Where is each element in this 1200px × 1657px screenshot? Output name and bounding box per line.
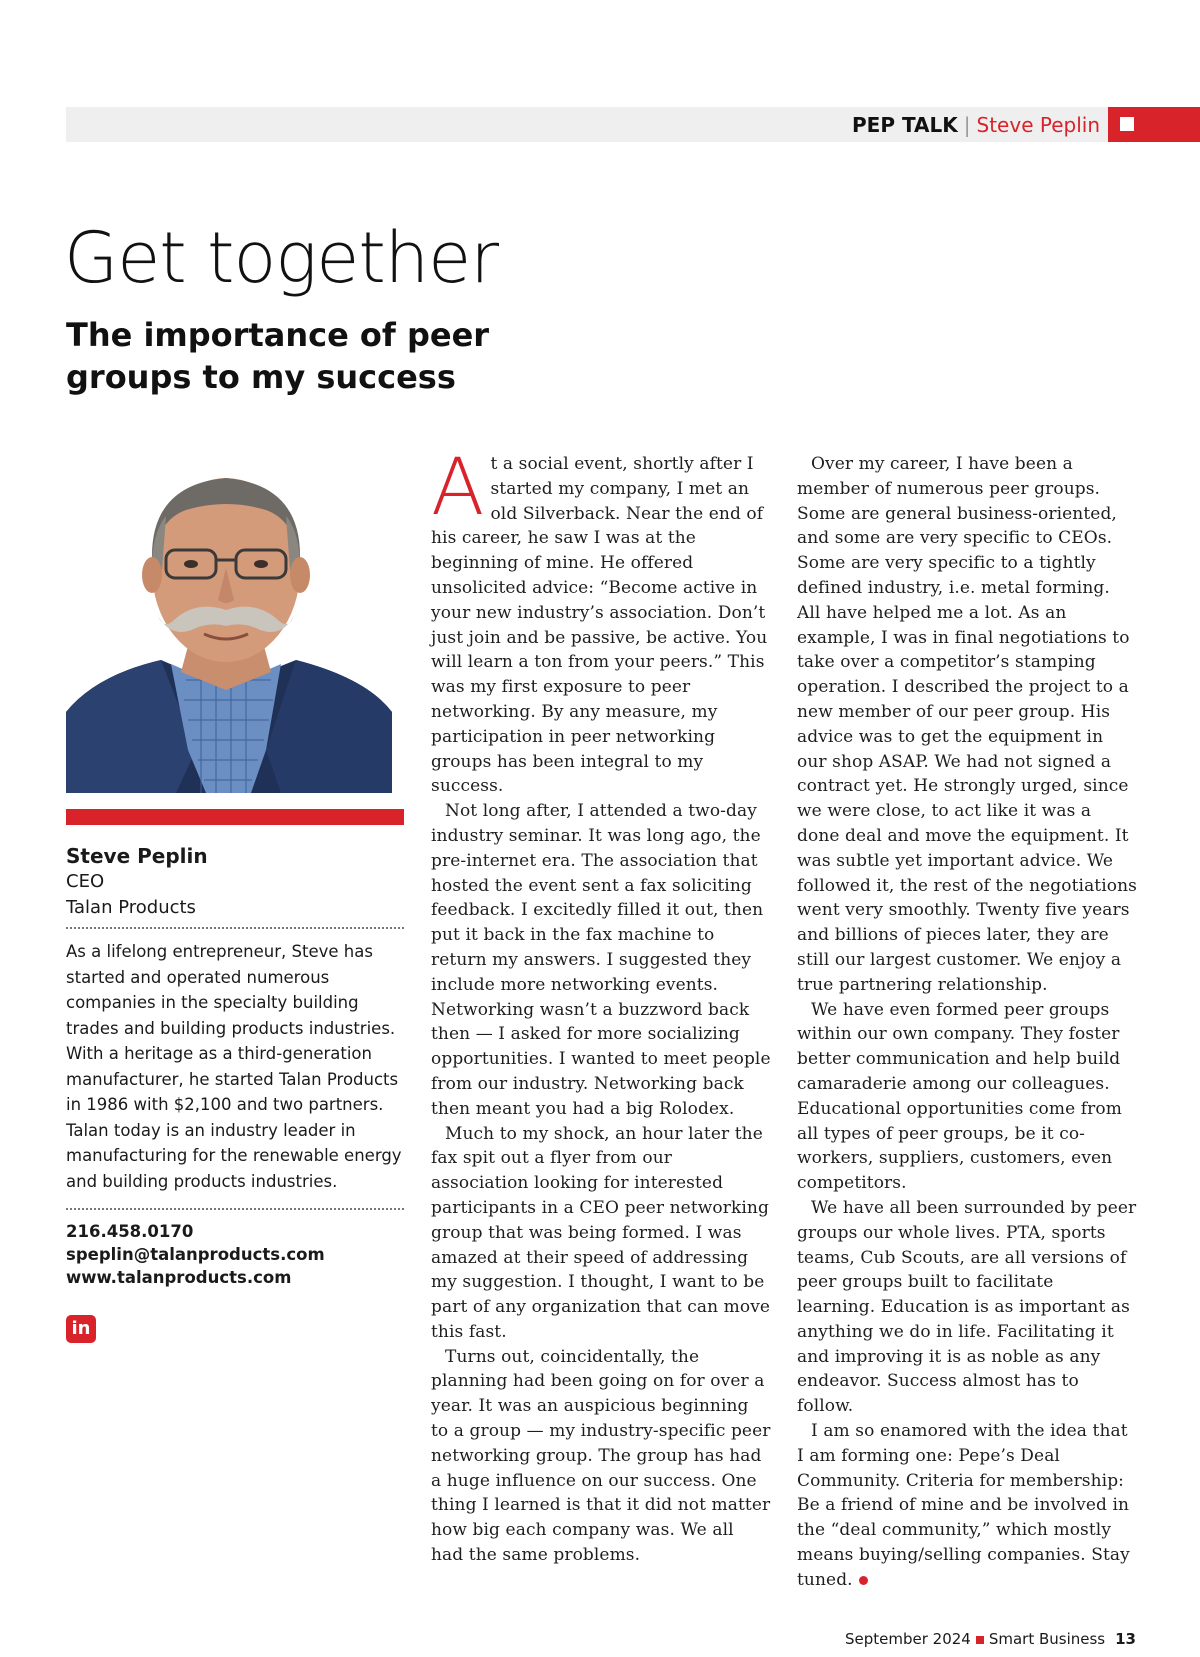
bio-divider-top (66, 927, 404, 929)
header-separator: | (963, 113, 971, 137)
footer-publication: Smart Business (988, 1630, 1106, 1648)
bio-red-rule (66, 809, 404, 825)
paragraph: Much to my shock, an hour later the fax spit out a flyer from our association looking for interested participants in a CEO peer networking group that was being formed. I was amazed at their speed of addressing my suggestion. I thought, I want to be part of any organization that can move this fast. (431, 1123, 771, 1342)
portrait-illustration (66, 450, 392, 793)
footer-date: September 2024 (844, 1630, 971, 1648)
section-label: PEP TALK (852, 113, 958, 137)
bio-phone: 216.458.0170 (66, 1222, 194, 1241)
paragraph-text: I am so enamored with the idea that I am forming one: Pepe’s Deal Community. Criteria for membership: Be a friend of mine and be involved in the “deal community,” which mostly means buying/selling companies. Stay tuned. (797, 1421, 1130, 1590)
article-title: Get together (64, 217, 499, 299)
paragraph (431, 443, 771, 799)
article-column-2 (797, 452, 1137, 1593)
bio-company: Talan Products (66, 897, 196, 918)
paragraph: Not long after, I attended a two-day industry seminar. It was long ago, the pre-internet era. The association that hosted the event sent a fax soliciting feedback. I excitedly filled it out, then put it back in the fax machine to return my answers. I suggested they include more networking events. Networking wasn’t a buzzword back then — I asked for more socializing opportunities. I wanted to meet people from our industry. Networking back then meant you had a big Rolodex. (431, 801, 771, 1119)
end-mark-icon (859, 1576, 868, 1585)
bio-website[interactable]: www.talanproducts.com (66, 1268, 292, 1287)
bio-email[interactable]: speplin@talanproducts.com (66, 1245, 325, 1264)
page-footer (845, 1629, 1136, 1649)
paragraph: We have even formed peer groups within our own company. They foster better communication and help build camaraderie among our colleagues. Educational opportunities come from all types of peer groups, be it co-workers, suppliers, customers, even competitors. (797, 999, 1122, 1194)
page-number: 13 (1115, 1630, 1136, 1648)
bio-role: CEO (66, 871, 105, 892)
paragraph: We have all been surrounded by peer groups our whole lives. PTA, sports teams, Cub Scouts, are all versions of peer groups built to facilitate learning. Education is as important as anything we do in life. Facilitating it and improving it is as noble as any endeavor. Success almost has to follow. (797, 1197, 1137, 1417)
paragraph (797, 1419, 1137, 1593)
bio-divider-bottom (66, 1208, 404, 1210)
linkedin-icon[interactable]: in (66, 1315, 96, 1343)
paragraph: Turns out, coincidentally, the planning had been going on for over a year. It was an auspicious beginning to a group — my industry-specific peer networking group. The group has had a huge influence on our success. One thing I learned is that it did not matter how big each company was. We all had the same problems. (431, 1346, 771, 1566)
article-subtitle: The importance of peer groups to my success (66, 316, 490, 396)
paragraph-text: t a social event, shortly after I started my company, I met an old Silverback. Near the end of his career, he saw I was at the beginning of mine. He offered unsolicited advice: “Become active in your new industry’s association. Don’t just join and be passive, be active. You will learn a ton from your peers.” This was my first exposure to peer networking. By any measure, my participation in peer networking groups has been integral to my success. (431, 454, 768, 797)
bio-name: Steve Peplin (66, 844, 208, 868)
bio-text: As a lifelong entrepreneur, Steve has started and operated numerous companies in the specialty building trades and building products industries. With a heritage as a third-generation manufacturer, he started Talan Products in 1986 with $2,100 and two partners. Talan today is an industry leader in manufacturing for the renewable energy and building products industries. (66, 942, 402, 1191)
article-column-1 (431, 443, 771, 1568)
square-icon (976, 1636, 984, 1644)
section-header (852, 112, 1100, 138)
author-photo (66, 450, 392, 793)
header-accent-box (1108, 107, 1200, 142)
paragraph: Over my career, I have been a member of numerous peer groups. Some are general business-oriented, and some are very specific to CEOs. Some are very specific to a tightly defined industry, i.e. metal forming. All have helped me a lot. As an example, I was in final negotiations to take over a competitor’s stamping operation. I described the project to a new member of our peer group. His advice was to get the equipment in our shop ASAP. We had not signed a contract yet. He strongly urged, since we were close, to act like it was a done deal and move the equipment. It was subtle yet important advice. We followed it, the rest of the negotiations went very smoothly. Twenty five years and billions of pieces later, they are still our largest customer. We enjoy a true partnering relationship. (797, 454, 1137, 995)
header-author: Steve Peplin (976, 113, 1100, 137)
square-icon (1120, 117, 1134, 131)
drop-cap: A (431, 443, 485, 533)
